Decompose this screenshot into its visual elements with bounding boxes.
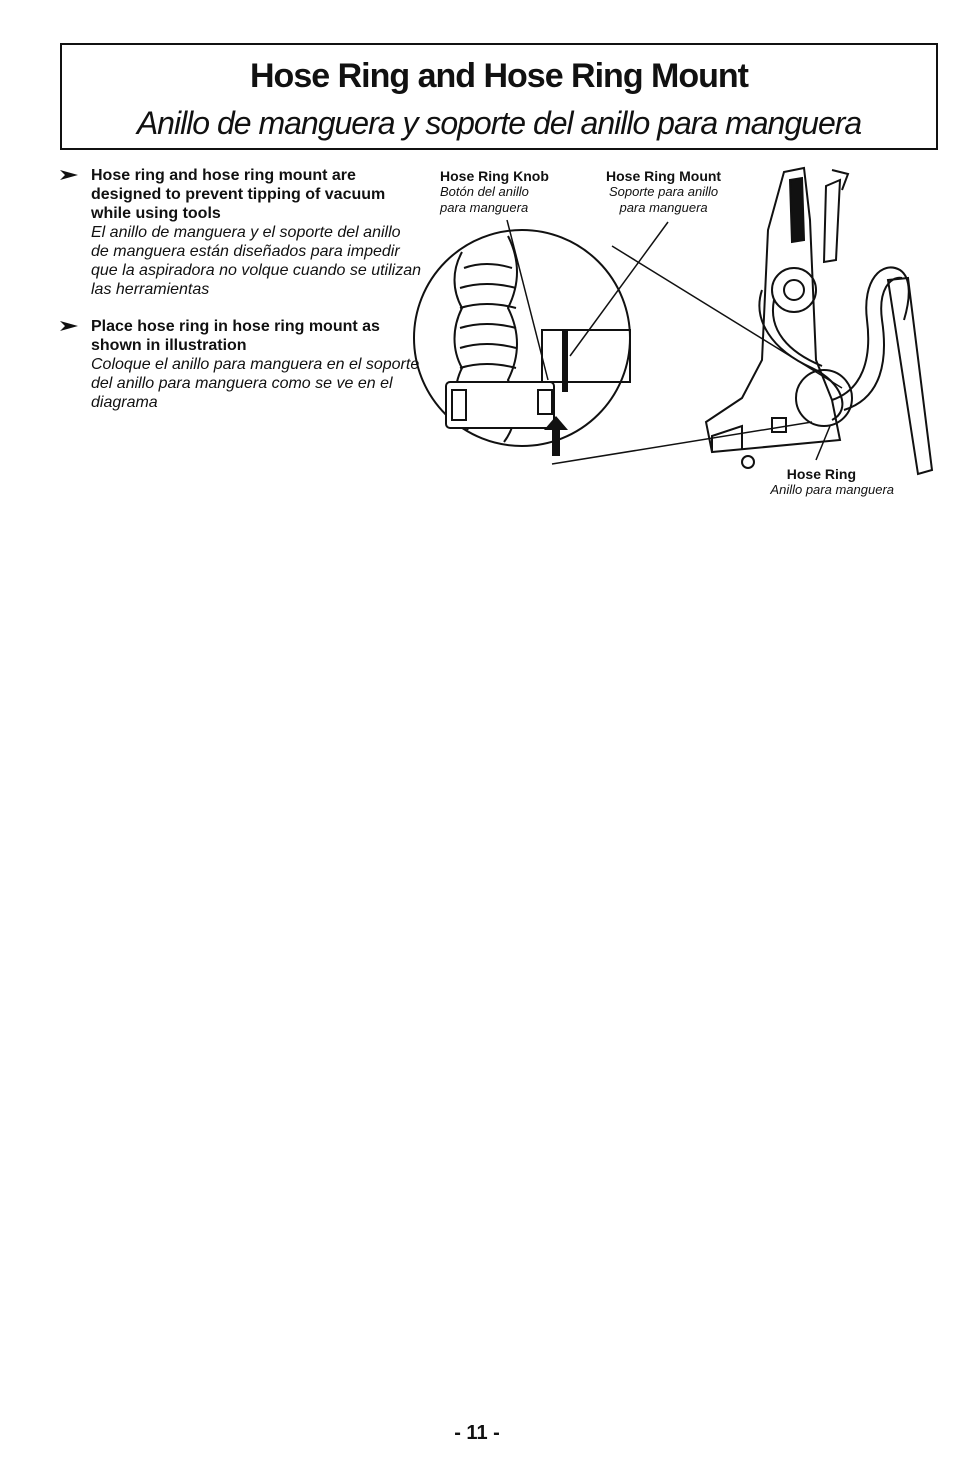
hose-ring-mount-label: [606, 168, 721, 216]
knob-label-en: Hose Ring Knob: [440, 168, 549, 184]
instruction-item: [60, 317, 422, 412]
page-title: Hose Ring and Hose Ring Mount: [250, 57, 748, 95]
page-title-spanish: Anillo de manguera y soporte del anillo para manguera: [136, 105, 862, 141]
mount-label-en: Hose Ring Mount: [606, 168, 722, 184]
mount-label-es-1: Soporte para anillo: [608, 184, 719, 199]
arrow-bullet-icon: [60, 170, 78, 180]
page-number: - 11 -: [454, 1422, 500, 1444]
instruction-text-en: Hose ring and hose ring mount are designed to prevent tipping of vacuum while using tools: [91, 167, 386, 222]
instruction-text-en: Place hose ring in hose ring mount as shown in illustration: [91, 318, 380, 354]
title-box: [60, 43, 938, 150]
instruction-text-es: El anillo de manguera y el soporte del anillo de manguera están diseñados para impedir que la aspiradora no volque cuando se utilizan las herramientas: [91, 224, 422, 298]
knob-label-es-2: para manguera: [440, 200, 529, 215]
ring-label-es: Anillo para manguera: [770, 482, 894, 497]
instruction-list: [60, 166, 422, 430]
arrow-bullet-icon: [60, 321, 78, 331]
ring-label-en: Hose Ring: [786, 466, 856, 482]
mount-label-es-2: para manguera: [619, 200, 708, 215]
knob-label-es-1: Botón del anillo: [440, 184, 529, 199]
hose-ring-label: [730, 466, 894, 498]
hose-ring-knob-label: [440, 168, 549, 216]
instruction-text-es: Coloque el anillo para manguera en el soporte del anillo para manguera como se ve en el diagrama: [91, 356, 420, 411]
instruction-item: [60, 166, 422, 299]
